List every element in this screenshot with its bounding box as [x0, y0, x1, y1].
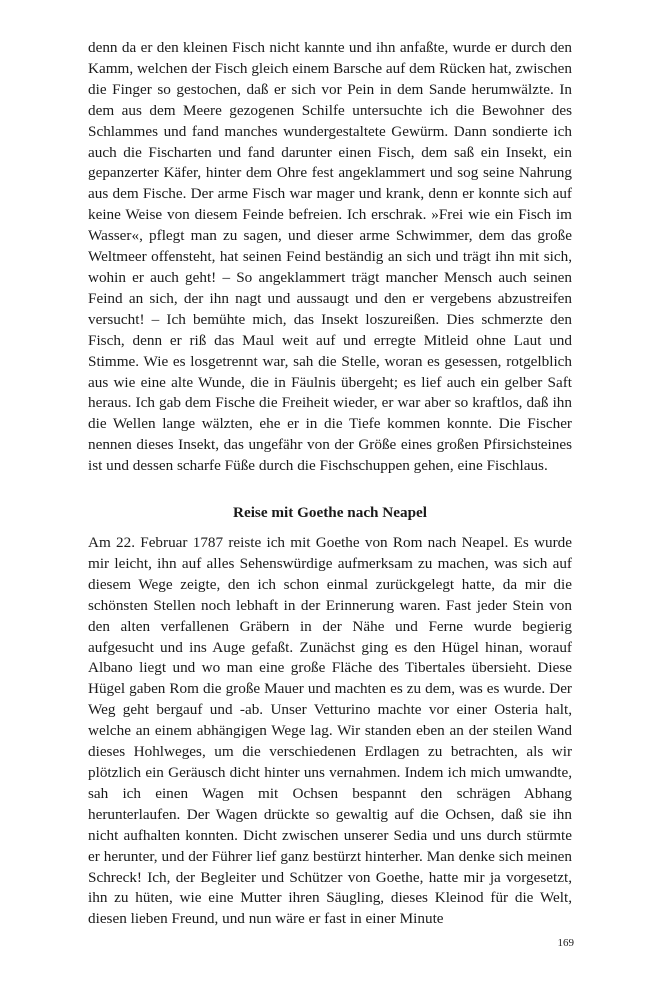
section-heading: Reise mit Goethe nach Neapel: [232, 504, 428, 522]
paragraph-fish-louse: denn da er den kleinen Fisch nicht kannte und ihn anfaßte, wurde er durch den Kamm, welchen der Fisch gleich einem Barsche auf dem Rücken hat, zwischen die Finger so gestochen, daß er sich vor Pein in dem Sande herumwälzte. In dem aus dem Meere gezogenen Schilfe untersuchte ich die Bewohner des Schlammes und fand manches wundergestaltete Gewürm. Dann sondierte ich auch die Fischarten und fand darunter einen Fisch, dem saß ein Insekt, ein gepanzerter Käfer, hinter dem Ohre fest angeklammert und sog seine Nahrung aus dem Fische. Der arme Fisch war mager und krank, denn er konnte sich auf keine Weise von diesem Feinde befreien. Ich erschrak. »Frei wie ein Fisch im Wasser«, pflegt man zu sagen, und dieser arme Schwimmer, dem das große Weltmeer offensteht, hat seinen Feind beständig an sich und trägt ihn mit sich, wohin er auch geht! – So angeklammert trägt mancher Mensch auch seinen Feind an sich, der ihn nagt und aussaugt und den er vergebens abzustreifen versucht! – Ich bemühte mich, das Insekt loszureißen. Dies schmerzte den Fisch, denn er riß das Maul weit auf und erregte Mitleid ohne Laut und Stimme. Wie es losgetrennt war, sah die Stelle, woran es gesessen, rotgelblich aus wie eine alte Wunde, die in Fäulnis übergeht; es lief auch ein gelber Saft heraus. Ich gab dem Fische die Freiheit wieder, er war aber so kraftlos, daß ihn die Wellen lange wälzten, ehe er in die Tiefe kommen konnte. Die Fischer nennen dieses Insekt, das ungefähr von der Größe eines großen Pfirsichsteines ist und dessen scharfe Füße durch die Fischschuppen gehen, eine Fischlaus.: [88, 39, 572, 475]
page-number: 169: [557, 937, 574, 949]
paragraph-journey-naples: Am 22. Februar 1787 reiste ich mit Goethe von Rom nach Neapel. Es wurde mir leicht, ihn auf alles Sehenswürdige aufmerksam zu machen, was sich auf diesem Wege zeigte, den ich schon einmal zurückgelegt hatte, da mir die schönsten Stellen noch lebhaft in der Erinnerung waren. Fast jeder Stein von den alten verfallenen Gräbern in der Nähe und Ferne wurde begierig aufgesucht und ins Auge gefaßt. Zunächst ging es den Hügel hinan, worauf Albano liegt und wo man eine große Fläche des Tibertales übersieht. Diese Hügel gaben Rom die große Mauer und machten es zu dem, was es wurde. Der Weg geht bergauf und -ab. Unser Vetturino machte vor einer Osteria halt, welche an einem abhängigen Wege lag. Wir standen eben an der steilen Wand dieses Hohlweges, um die verschiedenen Erdlagen zu betrachten, als wir plötzlich ein Geräusch dicht hinter uns vernahmen. Indem ich mich umwandte, sah ich einen Wagen mit Ochsen bespannt den schrägen Abhang herunterlaufen. Der Wagen drückte so gewaltig auf die Ochsen, daß sie ihn nicht aufhalten konnten. Dicht zwischen unserer Sedia und uns durch stürmte er herunter, und der Führer lief ganz bestürzt hinterher. Man denke sich meinen Schreck! Ich, der Begleiter und Schützer von Goethe, hatte mir ja vorgesetzt, ihn zu hüten, wie eine Mutter ihren Säugling, dieses Kleinod für die Welt, diesen lieben Freund, und nun wäre er fast in einer Minute: [88, 534, 572, 928]
page-body: [88, 38, 572, 930]
